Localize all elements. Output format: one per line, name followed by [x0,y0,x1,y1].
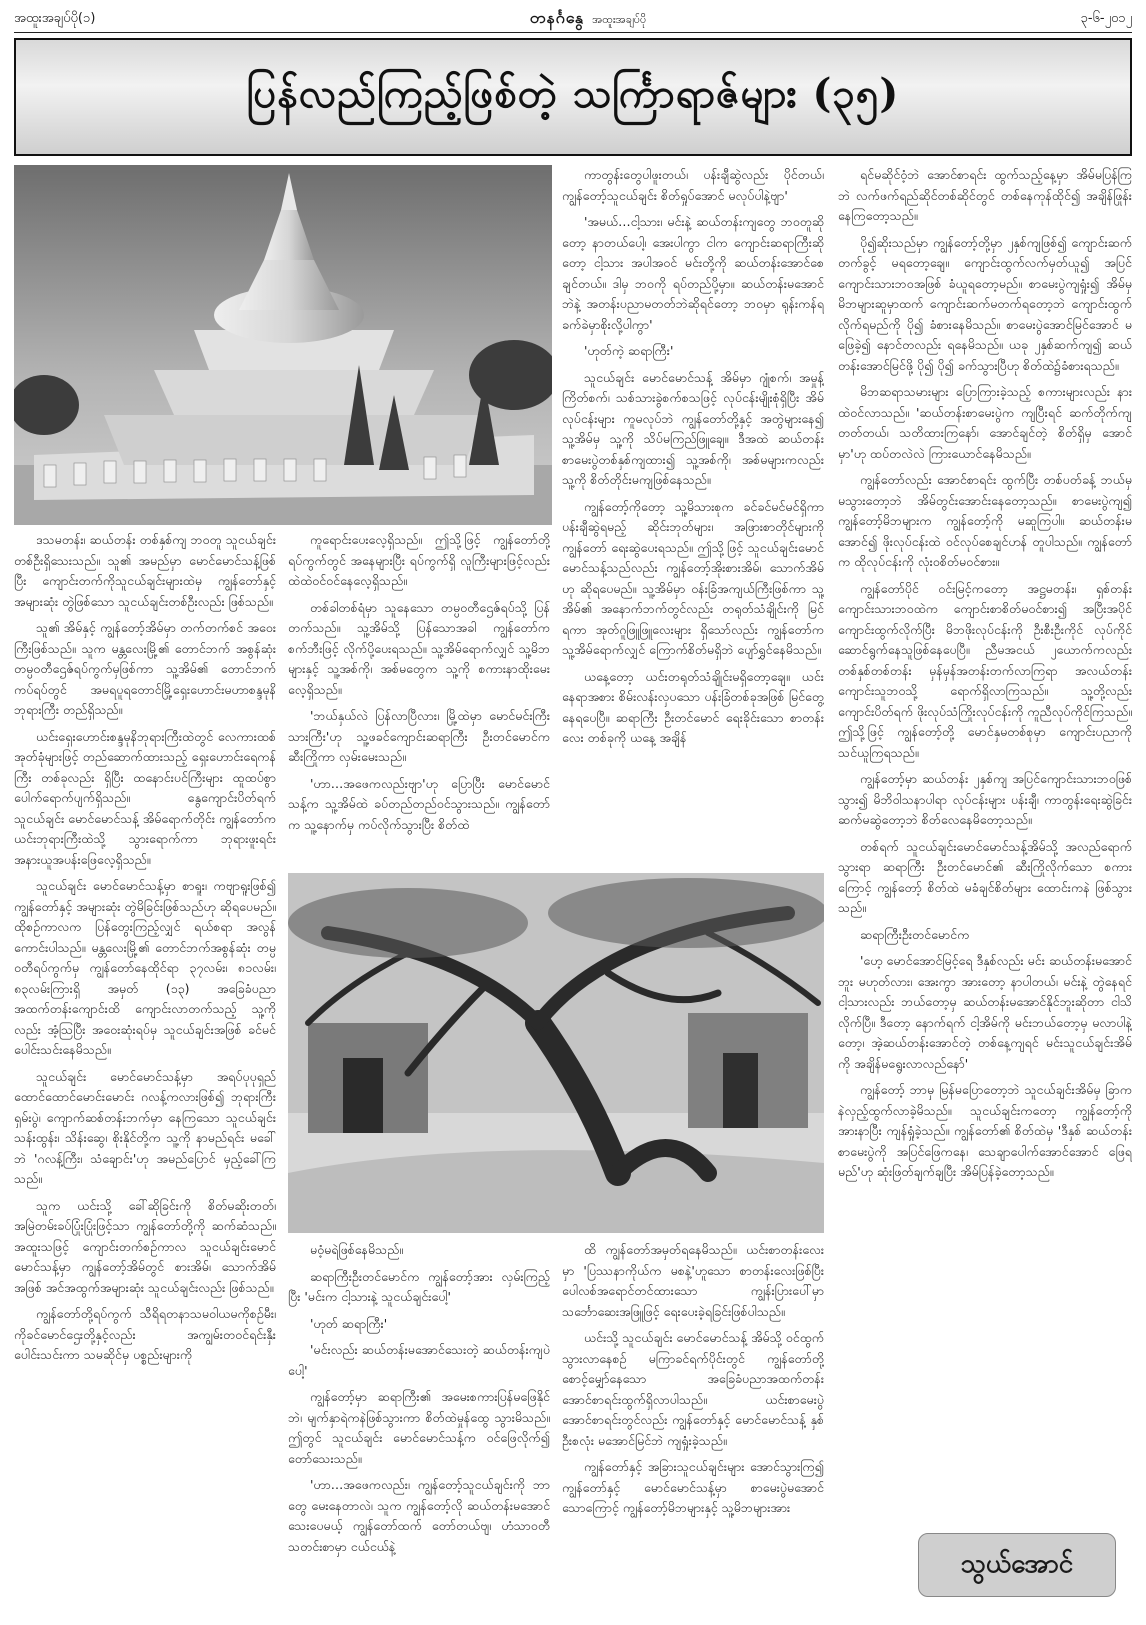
column-2-bottom-text [288,1240,550,1620]
paragraph: ကျွန်တော့်မှာ ဆရာကြီး၏ အမေးစကားပြန်မဖြေနိုင်ဘဲ၊ မျက်နှာရဲကနဲဖြစ်သွားကာ စိတ်ထဲမှုန်ထွေ သွားမိသည်။ ဤတွင် သူငယ်ချင်း မောင်မောင်သန့်က ဝင်ဖြေလိုက်၍ တော်သေးသည်။ [288,1389,550,1466]
paragraph: သူငယ်ချင်း မောင်မောင်သန့်မှာ အရပ်ပုပုရှည်ထောင်ထောင်မောင်းမောင်း ဂလန့်ကလားဖြစ်၍ ဘုရားကြီးရှမ်းပွဲ၊ ကျောက်ဆစ်တန်းဘက်မှာ နေကြသော သူငယ်ချင်း သန်းထွန်း၊ သိန်းဆွေ၊ စိုးနိုင်တို့က သူ့ကို နာမည်ရင်း မခေါ်ဘဲ 'ဂလန့်ကြီး၊ သံချောင်း'ဟု အမည်ပြောင် မှည့်ခေါ်ကြသည်။ [14,1068,276,1186]
paragraph: ကျွန်တော့်မှာ ဆယ်တန်း ၂နှစ်ကျ အပြင်ကျောင်းသားဘဝဖြစ်သွား၍ မိဘိဝါသနာပါရာ လုပ်ငန်းများ ပန်းချီ၊ ကာတွန်းရေးဆွဲခြင်း ဆက်မဆွဲတော့ဘဲ စိတ်လေနေမိတော့သည်။ [838,771,1132,827]
paragraph: 'အမယ်…ငါ့သား၊ မင်းနဲ့ ဆယ်တန်းကျတွေ ဘဝတူဆိုတော့ နာတယ်ပေါ့၊ အေးပါကွာ ငါက ကျောင်းဆရာကြီးဆိုတော့ ငါ့သား အပါအဝင် မင်းတို့ကို ဆယ်တန်းအောင်စေချင်တယ်။ ဒါမှ ဘဝကို ရပ်တည်ပို့မှာ။ ဆယ်တန်းမအောင်ဘဲနဲ့ အတန်းပညာမတတ်ဘဲဆိုရင်တော့ ဘဝမှာ ရုန်းကန်ရခက်ခဲမှာစိုးလို့ပါကွာ' [562,214,824,332]
column-4-text [838,165,1132,1525]
paragraph: ထိ ကျွန်တော်အမှတ်ရနေမိသည်။ ယင်းစာတန်းလေးမှာ 'ပြဿနာကိုယ်က မစနဲ့'ဟူသော စာတန်းလေးဖြစ်ပြီး ပေါလစ်အရောင်တင်ထားသော ကျွန်းပြားပေါ်မှာ သင်္ဘောဆေးအဖြူဖြင့် ရေးပေးခဲ့ရခြင်းဖြစ်ပါသည်။ [562,1242,824,1319]
paragraph: ကျွန်တော်တို့ရပ်ကွက် သီရိရတနာသမဝါယမကိုစဉ်မီး၊ ကိုခင်မောင်ဌေးတို့နှင့်လည်း အကျွမ်းတဝင်ရင်းနှီးပေါင်းသင်းကာ သမဆိုင်မှ ပစ္စည်းများကို [14,1306,276,1362]
column-2-top-text [288,530,550,868]
paragraph: ကျွန်တော့်ကိုတော့ သူ့မိသားစုက ခင်ခင်မင်မင်ရှိကာ ပန်းချီဆွဲရမည့် ဆိုင်းဘုတ်များ၊ အဖြားစာတိုင်များကို ကျွန်တော် ရေးဆွဲပေးရသည်။ ဤသို့ဖြင့် သူငယ်ချင်းမောင်မောင်သန့်သည်လည်း ကျွန်တော့်အိုးစားအိမ်၊ သောက်အိမ်ဟု ဆိုရပေမည်။ သူ့အိမ်မှာ ဝန်းခြံအကျယ်ကြီးဖြစ်ကာ သူ့အိမ်၏ အနောက်ဘက်တွင်လည်း တရုတ်သံချိုင်းကို မြင်ရကာ အုတ်ဂူဖြူဖြူလေးများ ရှိသော်လည်း ကျွန်တော်က သူ့အိမ်ရောက်လျှင် ကြောက်စိတ်မရှိဘဲ ပျော်ရွှင်နေမိသည်။ [562,498,824,657]
paragraph: ဆရာကြီးဦးတင်မောင်က ကျွန်တော့်အား လှမ်းကြည့်ပြီး 'မင်းက ငါ့သားနဲ့ သူငယ်ချင်းပေါ့' [288,1268,550,1304]
paragraph: ဆရာကြီးဦးတင်မောင်က [860,926,970,942]
pagoda-illustration [14,165,552,525]
paragraph: ယင်းရှေးဟောင်းစန္ဒမုနိဘုရားကြီးထဲတွင် လေကားထစ်အုတ်ခုံများဖြင့် တည်ဆောက်ထားသည့် ရှေးဟောင်းရေကန်ကြီး တစ်ခုလည်း ရှိပြီး ထနောင်းပင်ကြီးများ ထူထပ်စွာပေါက်ရောက်ပျက်ရှိသည်။ နွေကျောင်းပိတ်ရက် သူငယ်ချင်း မောင်မောင်သန့် အိမ်ရောက်တိုင်း ကျွန်တော်က ယင်းဘုရားကြီးထဲသို့ သွားရောက်ကာ ဘုရားဖူးရင်း အနားယူအပန်းဖြေလေ့ရှိသည်။ [14,728,276,867]
column-1-text [14,530,276,1620]
paragraph: သူငယ်ချင်း မောင်မောင်သန့် အိမ်မှာ ဂျုံစက်၊ အမှုန့်ကြိတ်စက်၊ သစ်သားခွဲစက်စသဖြင့် လုပ်ငန်းမျိုးစုံရှိပြီး အိမ်လုပ်ငန်းများ ကူမလုပ်ဘဲ ကျွန်တော်တို့နှင့် အတွဲများနေ၍ သူ့အိမ်မှ သူ့ကို သိပ်မကြည်ဖြူချေ။ ဒီအထဲ ဆယ်တန်းစာမေးပွဲတစ်နှစ်ကျထား၍ သူ့အစ်ကို၊ အစ်မများကလည်း သူ့ကို စိတ်တိုင်းမကျဖြစ်နေသည်။ [562,369,824,487]
masthead-subtitle: အထူးအချပ်ပို [592,13,647,26]
paragraph: 'ဟေ့ မောင်အောင်မြင့်ရေ ဒီနှစ်လည်း မင်း ဆယ်တန်းမအောင်ဘူး မဟုတ်လား၊ အေးကွာ အားတော့ နာပါတယ်၊ မင်းနဲ့ တွဲနေရင် ငါ့သားလည်း ဘယ်တော့မှ ဆယ်တန်းမအောင်နိုင်ဘူးဆိုတာ ငါသိလိုက်ပြီ။ ဒီတော့ နောက်ရက် ငါ့အိမ်ကို မင်းဘယ်တော့မှ မလာပါနဲ့တော့၊ အဲ့ဆယ်တန်းအောင်တဲ့ တစ်နေ့ကျရင် မင်းသူငယ်ချင်းအိမ်ကို အချိန်မရွေးလာလည်နော်' [838,953,1132,1071]
banyan-tree-photo [288,873,824,1233]
paragraph: မဝံ့မရဲဖြစ်နေမိသည်။ [310,1242,404,1257]
paragraph: ကျွန်တော့် ဘာမှ မြန်မပြောတော့ဘဲ သူငယ်ချင်းအိမ်မှ ခြာကနဲလှည့်ထွက်လာခဲ့မိသည်။ သူငယ်ချင်းကတော့ ကျွန်တော့်ကိုအားနာပြီး ကျန်ရှုံခဲ့သည်။ ကျွန်တော်၏ စိတ်ထဲမှ 'ဒီနှစ် ဆယ်တန်းစာမေးပွဲကို အပြင်ဖြေကနေ၊ သေချာပေါက်အောင်အောင် ဖြေရမည်'ဟု ဆုံးဖြတ်ချက်ချပြီး အိမ်ပြန်ခဲ့တော့သည်။ [838,1082,1132,1179]
paragraph: ကူရောင်းပေးလေ့ရှိသည်။ ဤသို့ဖြင့် ကျွန်တော်တို့ ရပ်ကွက်တွင် အနေများပြီး ရပ်ကွက်ရှိ လူကြီးများဖြင့်လည်း ထဲထဲဝင်ဝင်နေလေ့ရှိသည်။ [288,532,550,588]
masthead [530,7,647,31]
paragraph: ပို၍ဆိုးသည်မှာ ကျွန်တော့်တို့မှာ ၂နှစ်ကျဖြစ်၍ ကျောင်းဆက်တက်ခွင့် မရတော့ချေ။ ကျောင်းထွက်လက်မှတ်ယူ၍ အပြင်ကျောင်းသားဘဝအဖြစ် ခံယူရတော့မည်။ စာမေးပွဲကျရှုံး၍ အိမ်မှ မိဘများဆူမှာထက် ကျောင်းဆက်မတက်ရတော့ဘဲ ကျောင်းထွက်လိုက်ရမည်ကို ပို၍ ခံစားနေမိသည်။ စာမေးပွဲအောင်မြင်အောင် မဖြေခဲ့၍ နောင်တလည်း ရနေမိသည်။ ယခု ၂နှစ်ဆက်ကျ၍ ဆယ်တန်းအောင်မြင်ဖို့ ပို၍ ပို၍ ခက်သွားပြီဟု စိတ်ထဲ၌ခံစားရသည်။ [838,234,1132,373]
page-header [14,6,1132,33]
section-label: အထူးအချပ်ပို(၁) [14,10,96,26]
paragraph: 'ဟာ…အဖေကလည်း၊ ကျွန်တော့်သူငယ်ချင်းကို ဘာတွေ မေးနေတာလဲ၊ သူက ကျွန်တော့်လို ဆယ်တန်းမအောင်သေးပေမယ့် ကျွန်တော်ထက် တော်တယ်ဗျ၊ ဟံသာဝတီသတင်းစာမှာ ငယ်ငယ်နဲ့ [288,1477,550,1554]
author-byline: သွယ်အောင် [918,1533,1116,1597]
paragraph: သူက ယင်းသို့ ခေါ်ဆိုခြင်းကို စိတ်မဆိုးတတ်၊ အမြဲတမ်းခပ်ပြုံးပြုံးဖြင့်သာ ကျွန်တော်တို့ကို ဆက်ဆံသည်။ အထူးသဖြင့် ကျောင်းတက်စဉ်ကာလ သူငယ်ချင်းမောင်မောင်သန့်မှာ ကျွန်တော့်အိမ်တွင် စားအိမ်၊ သောက်အိမ်အဖြစ် အင်အထွက်အများဆုံး သူငယ်ချင်းလည်း ဖြစ်သည်။ [14,1197,276,1295]
paragraph: ယင်းသို့ သူငယ်ချင်း မောင်မောင်သန့် အိမ်သို့ ဝင်ထွက်သွားလာနေစဉ် မကြာခင်ရက်ပိုင်းတွင် ကျွန်တော်တို့ စောင့်မျှော်နေသော အခြေခံပညာအထက်တန်းအောင်စာရင်းထွက်ရှိလာပါသည်။ ယင်းစာမေးပွဲအောင်စာရင်းတွင်လည်း ကျွန်တော်နှင့် မောင်မောင်သန့် နှစ်ဦးစလုံး မအောင်မြင်ဘဲ ကျရှုံးခဲ့သည်။ [562,1330,824,1448]
paragraph: 'ဘယ်နှယ်လဲ ပြန်လာပြီလား၊ မြို့ထဲမှာ မောင်မင်းကြီးသားကြီး'ဟု သူ့ဖခင်ကျောင်းဆရာကြီး ဦးတင်မောင်က ဆီးကြိုကာ လှမ်းမေးသည်။ [288,708,550,764]
paragraph: မိဘဆရာသမားများ ပြောကြားခဲ့သည့် စကားများလည်း နားထဲဝင်လာသည်။ 'ဆယ်တန်းစာမေးပွဲက ကျပြီးရင် ဆက်တိုက်ကျတတ်တယ်၊ သတိထားကြနော်၊ အောင်ချင်တဲ့ စိတ်ရှိမှ အောင်မှာ'ဟု ထပ်တလဲလဲ ကြားယောင်နေမိသည်။ [838,384,1132,461]
paragraph: 'မင်းလည်း ဆယ်တန်းမအောင်သေးတဲ့ ဆယ်တန်းကျပဲပေါ့' [288,1342,550,1378]
column-3-top-text [562,165,824,868]
paragraph: ကျွန်တော်နှင့် အခြားသူငယ်ချင်းများ အောင်သွားကြ၍ ကျွန်တော်နှင့် မောင်မောင်သန့်မှာ စာမေးပွဲမအောင်သောကြောင့် ကျွန်တော့်မိဘများနှင့် သူ့မိဘများအား [562,1459,824,1515]
paragraph: ကျွန်တော်လည်း အောင်စာရင်း ထွက်ပြီး တစ်ပတ်ခန့် ဘယ်မှ မသွားတော့ဘဲ အိမ်တွင်းအောင်းနေတော့သည်။ စာမေးပွဲကျ၍ ကျွန်တော့်မိဘများက ကျွန်တော့်ကို မဆူကြပါ။ ဆယ်တန်းမအောင်၍ ဖိုးလုပ်ငန်းထဲ ဝင်လုပ်စေချင်ဟန် တူပါသည်။ ကျွန်တော်က ထိုလုပ်ငန်းကို လုံးဝစိတ်မဝင်စား။ [838,472,1132,569]
paragraph: 'ဟုတ်ကဲ့ ဆရာကြီး' [584,343,674,358]
masthead-title: တနင်္ဂနွေ [529,8,584,27]
paragraph: သူ၏ အိမ်နှင့် ကျွန်တော့်အိမ်မှာ တက်တက်စင် အဝေးကြီးဖြစ်သည်။ သူက မန္တလေးမြို့၏ တောင်ဘက် အစွန်ဆုံး တမ္ပဝတီဌေဇ်ရပ်ကွက်မှဖြစ်ကာ သူ့အိမ်၏ တောင်ဘက်ကပ်ရပ်တွင် အမရပူရတောင်မြို့ရှေးဟောင်းမဟာစန္ဒမုနိဘုရားကြီး တည်ရှိသည်။ [14,620,276,717]
paragraph: 'ဟာ…အဖေကလည်းဗျာ'ဟု ပြောပြီး မောင်မောင်သန့်က သူ့အိမ်ထဲ ခပ်တည်တည်ဝင်သွားသည်။ ကျွန်တော်က သူ့နောက်မှ ကပ်လိုက်သွားပြီး စိတ်ထဲ [288,775,550,832]
article-title-banner [14,38,1132,156]
column-3-bottom-text [562,1240,824,1620]
tree-illustration [288,873,824,1233]
paragraph: 'ဟုတ် ဆရာကြီး' [310,1315,388,1331]
paragraph: တစ်ခါတစ်ရံမှာ သူနေသော တမ္ပဝတီဌေဇ်ရပ်သို့ ပြန်တက်သည်။ သူ့အိမ်သို့ ပြန်သောအခါ ကျွန်တော်က စက်ဘီးဖြင့် လိုက်ပို့ပေးရသည်။ သူ့အိမ်ရောက်လျှင် သူ့မိဘများနှင့် သူ့အစ်ကို၊ အစ်မတွေက သူ့ကို စကားနာထိုးမေးလေ့ရှိသည်။ [288,599,550,697]
paragraph: ကာတွန်းတွေပါဖူးတယ်၊ ပန်းချီဆွဲလည်း ပိုင်တယ်၊ ကျွန်တော့်သူငယ်ချင်း စိတ်ရှုပ်အောင် မလုပ်ပါနဲ့ဗျာ' [562,167,824,203]
paragraph: ယနေ့တော့ ယင်းတရုတ်သံချိုင်းမရှိတော့ချေ။ ယင်းနေရာအစား စိမ်းလန်းလှပသော ပန်းခြံတစ်ခုအဖြစ် မြင်တွေ့နေရပေပြီ။ ဆရာကြီး ဦးတင်မောင် ရေးခိုင်းသော စာတန်းလေး တစ်ခုကို ယနေ့ အချိန် [562,668,824,745]
issue-date: ၃-၆-၂၀၁၂ [1080,10,1132,26]
pagoda-photo [14,165,552,525]
paragraph: တစ်ရက် သူငယ်ချင်းမောင်မောင်သန့်အိမ်သို့ အလည်ရောက်သွားရာ ဆရာကြီး ဦးတင်မောင်၏ ဆီးကြိုလိုက်သော စကားကြောင့် ကျွန်တော့် စိတ်ထဲ မခံချင်စိတ်များ ထောင်းကနဲ ဖြစ်သွားသည်။ [838,838,1132,915]
paragraph: ဒသမတန်း၊ ဆယ်တန်း တစ်နှစ်ကျ ဘဝတူ သူငယ်ချင်းတစ်ဦးရှိသေးသည်။ သူ၏ အမည်မှာ မောင်မောင်သန့်ဖြစ်ပြီး ကျောင်းတက်ကိုသူငယ်ချင်းများထဲမှ ကျွန်တော်နှင့် အများဆုံး တွဲဖြစ်သော သူငယ်ချင်းတစ်ဦးလည်း ဖြစ်သည်။ [14,532,276,609]
paragraph: သူငယ်ချင်း မောင်မောင်သန့်မှာ စာရူး၊ ကဗျာရူးဖြစ်၍ ကျွန်တော်နှင့် အများဆုံး တွဲမိခြင်းဖြစ်သည်ဟု ဆိုရပေမည်။ ထိုစဉ်ကာလက ပြန်တွေးကြည့်လျှင် ရယ်စရာ အလွန်ကောင်းပါသည်။ မန္တလေးမြို့၏ တောင်ဘက်အစွန်ဆုံး တမ္ပဝတီရပ်ကွက်မှ ကျွန်တော်နေထိုင်ရာ ၃၇လမ်း၊ ၈၁လမ်း၊ ၈၃လမ်းကြားရှိ အမှတ် (၁၃) အခြေခံပညာအထက်တန်းကျောင်းထိ ကျောင်းလာတက်သည့် သူ့ကိုလည်း အံ့သြပြီး အဝေးဆုံးရပ်မှ သူငယ်ချင်းအဖြစ် ခင်မင်ပေါင်းသင်းနေမိသည်။ [14,878,276,1057]
paragraph: ရင်မဆိုင်ဝံ့ဘဲ အောင်စာရင်း ထွက်သည့်နေ့မှာ အိမ်မပြန်ကြဘဲ လက်ဖက်ရည်ဆိုင်တစ်ဆိုင်တွင် တစ်နေကုန်ထိုင်၍ အချိန်ဖြုန်းနေကြတော့သည်။ [838,167,1132,223]
article-title: ပြန်လည်ကြည့်ဖြစ်တဲ့ သင်္ကြာရာဇ်များ (၃၅) [246,69,900,117]
paragraph: ကျွန်တော်ပိုင် ဝင်းမြင့်ကတော့ အဋ္ဌမတန်း၊ ရှစ်တန်းကျောင်းသားဘဝထဲက ကျောင်းစာစိတ်မဝင်စား၍ အပြီးအပိုင် ကျောင်းထွက်လိုက်ပြီး မိဘဖိုးလုပ်ငန်းကို ဦးစီးဦးကိုင် လုပ်ကိုင်ဆောင်ရွက်နေသူဖြစ်နေပေပြီ။ ညီမအငယ် ၂ယောက်ကလည်း တစ်နှစ်တစ်တန်း မှန်မှန်အတန်းတက်လာကြရာ အလယ်တန်းကျောင်းသူဘဝသို့ ရောက်ရှိလာကြသည်။ သူ့တို့လည်း ကျောင်းပိတ်ရက် ဖိုးလုပ်သံကြိုးလုပ်ငန်းကို ကူညီလုပ်ကိုင်ကြသည်။ ဤသို့ဖြင့် ကျွန်တော့်တို့ မောင်နှမတစ်စုမှာ ကျောင်းပညာကို သင်ယူကြရသည်။ [838,580,1132,760]
